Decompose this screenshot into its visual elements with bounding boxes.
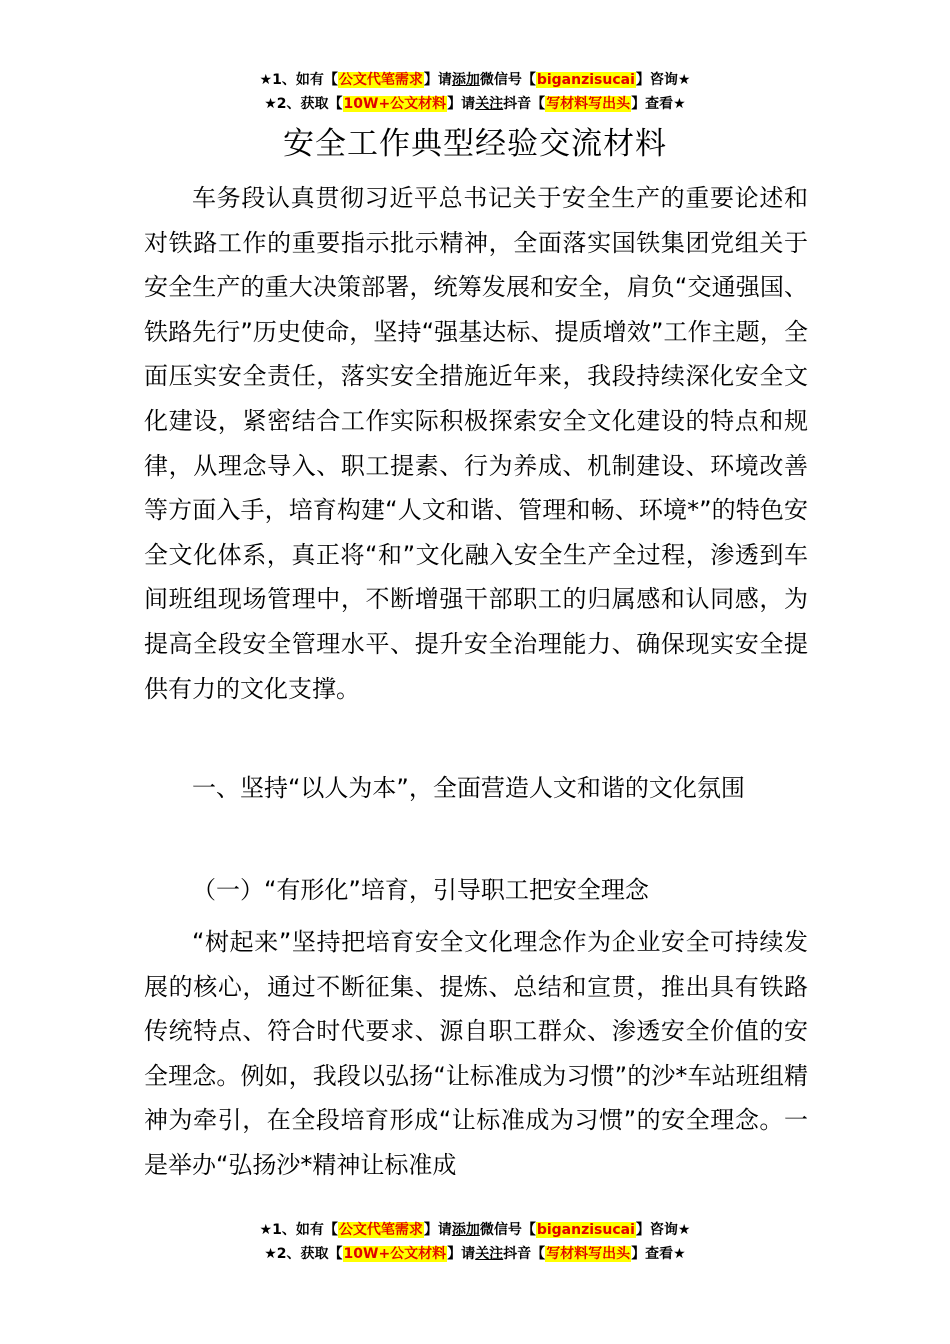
promo-banner-top xyxy=(0,68,950,116)
promo-banner-bottom xyxy=(0,1218,950,1266)
highlight-materials: 10W+公文材料 xyxy=(343,1246,447,1262)
highlight-douyin: 写材料写出头 xyxy=(546,96,631,112)
document-title: 安全工作典型经验交流材料 xyxy=(283,126,667,162)
body-paragraph-block xyxy=(144,920,808,1188)
highlight-douyin: 写材料写出头 xyxy=(546,1246,631,1262)
body-paragraph-2: “树起来”坚持把培育安全文化理念作为企业安全可持续发展的核心，通过不断征集、提炼、总结和宣贯，推出具有铁路传统特点、符合时代要求、源自职工群众、渗透安全价值的安全理念。例如，我段以弘扬“让标准成为习惯”的沙*车站班组精神为牵引，在全段培育形成“让标准成为习惯”的安全理念。一是举办“弘扬沙*精神让标准成 xyxy=(144,928,808,1179)
promo-line-2: ★2、获取【10W+公文材料】请关注抖音【写材料写出头】查看★ xyxy=(264,96,686,112)
highlight-wechat-id: biganzisucai xyxy=(536,72,635,88)
intro-paragraph-block xyxy=(144,176,808,711)
section-heading-1: 一、坚持“以人为本”，全面营造人文和谐的文化氛围 xyxy=(192,774,745,802)
highlight-service: 公文代笔需求 xyxy=(338,1222,423,1238)
subsection-heading-1: （一）“有形化”培育，引导职工把安全理念 xyxy=(192,876,649,904)
section-heading-block xyxy=(144,766,808,811)
highlight-service: 公文代笔需求 xyxy=(338,72,423,88)
promo-line-1: ★1、如有【公文代笔需求】请添加微信号【biganzisucai】咨询★ xyxy=(259,72,691,88)
intro-paragraph: 车务段认真贯彻习近平总书记关于安全生产的重要论述和对铁路工作的重要指示批示精神，全面落实国铁集团党组关于安全生产的重大决策部署，统筹发展和安全，肩负“交通强国、铁路先行”历史使命，坚持“强基达标、提质增效”工作主题，全面压实安全责任，落实安全措施近年来，我段持续深化安全文化建设，紧密结合工作实际积极探索安全文化建设的特点和规律，从理念导入、职工提素、行为养成、机制建设、环境改善等方面入手，培育构建“人文和谐、管理和畅、环境*”的特色安全文化体系，真正将“和”文化融入安全生产全过程，渗透到车间班组现场管理中，不断增强干部职工的归属感和认同感，为提高全段安全管理水平、提升安全治理能力、确保现实安全提供有力的文化支撑。 xyxy=(144,184,808,703)
highlight-materials: 10W+公文材料 xyxy=(343,96,447,112)
promo-line-2: ★2、获取【10W+公文材料】请关注抖音【写材料写出头】查看★ xyxy=(264,1246,686,1262)
subsection-heading-block xyxy=(144,868,808,913)
promo-line-1: ★1、如有【公文代笔需求】请添加微信号【biganzisucai】咨询★ xyxy=(259,1222,691,1238)
highlight-wechat-id: biganzisucai xyxy=(536,1222,635,1238)
